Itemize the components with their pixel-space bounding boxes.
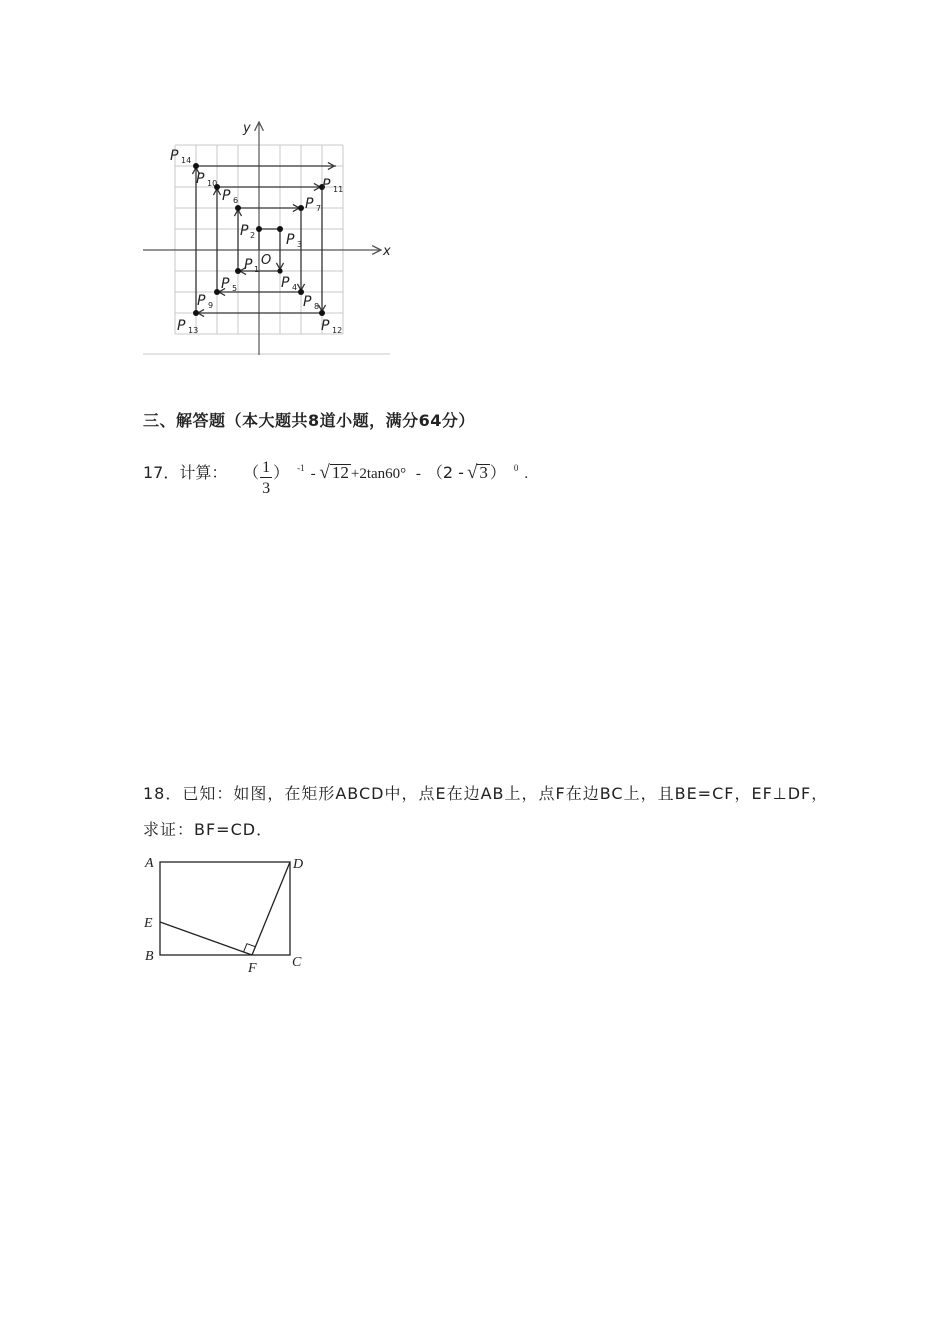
period: . (524, 466, 529, 482)
x-axis-label: x (383, 244, 391, 259)
label-p9-sub: 9 (208, 301, 214, 310)
label-p14-sub: 14 (181, 156, 192, 165)
point-p5 (235, 268, 241, 274)
label-p13-letter: P (177, 318, 186, 334)
label-p12-letter: P (321, 318, 330, 334)
label-p11-letter: P (322, 177, 331, 193)
label-p2-letter: P (240, 223, 249, 239)
section-heading: 三、解答题（本大题共8道小题，满分64分） (143, 411, 475, 430)
point-label-e: E (144, 916, 153, 931)
radicand-twelve: 12 (331, 463, 349, 482)
label-p4-sub: 4 (292, 283, 298, 292)
radical-sign-2: √ (466, 462, 478, 483)
problem-18-statement: 18．已知：如图，在矩形ABCD中，点E在边AB上，点F在边BC上，且BE=CF，EF⊥DF， (143, 784, 829, 803)
point-p3 (277, 226, 283, 232)
problem-18-prove: 求证：BF=CD． (143, 820, 274, 839)
label-p6-letter: P (222, 188, 231, 204)
problem-17-number: 17． (143, 463, 180, 482)
segment-fd (252, 862, 290, 955)
label-p3-letter: P (286, 232, 295, 248)
label-p13-sub: 13 (188, 326, 199, 335)
label-p10-sub: 10 (207, 179, 218, 188)
vertex-label-c: C (292, 955, 302, 970)
label-p6-sub: 6 (233, 196, 239, 205)
point-p7 (298, 205, 304, 211)
segment-ef (160, 922, 252, 955)
label-p9-letter: P (197, 293, 206, 309)
exponent-zero: 0 (513, 463, 519, 473)
label-p5-sub: 5 (232, 284, 238, 293)
y-axis-label: y (243, 121, 251, 136)
label-p2-sub: 2 (250, 231, 256, 240)
label-p8-sub: 8 (314, 302, 320, 311)
label-p1-sub: 1 (254, 265, 260, 274)
label-p4-letter: P (281, 275, 290, 291)
label-p7-sub: 7 (316, 204, 322, 213)
vertex-label-b: B (145, 949, 154, 964)
radical-sign-1: √ (319, 462, 330, 483)
point-p2 (256, 226, 262, 232)
fraction-one-third (260, 458, 272, 500)
radicand-three: 3 (479, 463, 488, 482)
origin-label: O (261, 253, 272, 268)
label-p11-sub: 11 (333, 185, 344, 194)
point-p9 (214, 289, 220, 295)
sqrt-twelve (319, 463, 350, 484)
label-p8-letter: P (303, 294, 312, 310)
label-p14-letter: P (170, 148, 179, 164)
label-p10-letter: P (196, 171, 205, 187)
minus-sign-2: - (415, 466, 421, 482)
point-p12 (319, 310, 325, 316)
paren-open-2: （2 - (426, 463, 464, 482)
label-p7-letter: P (305, 196, 314, 212)
point-p6 (235, 205, 241, 211)
vertex-label-a: A (145, 856, 154, 871)
spiral-coordinate-figure (140, 115, 395, 360)
paren-close-2: ） (489, 463, 506, 482)
paren-close: ） (273, 463, 290, 482)
label-p3-sub: 3 (297, 240, 303, 249)
point-p13 (193, 310, 199, 316)
problem-17-prompt: 计算： (179, 463, 228, 482)
exponent-negative-one: -1 (297, 463, 305, 473)
paren-open: （ (243, 463, 260, 482)
sqrt-three (467, 463, 490, 484)
minus-sign-1: - (310, 466, 316, 482)
point-label-f: F (248, 961, 257, 976)
point-p4 (277, 268, 282, 273)
label-p5-letter: P (221, 276, 230, 292)
tan-term: +2tan60° (350, 466, 407, 482)
fraction-denominator: 3 (262, 480, 271, 497)
problem-17 (143, 458, 528, 500)
vertex-label-d: D (293, 857, 304, 872)
rectangle-figure (140, 850, 310, 980)
label-p1-letter: P (244, 257, 253, 273)
point-p14 (193, 163, 199, 169)
label-p12-sub: 12 (332, 326, 343, 335)
fraction-numerator: 1 (262, 459, 271, 476)
